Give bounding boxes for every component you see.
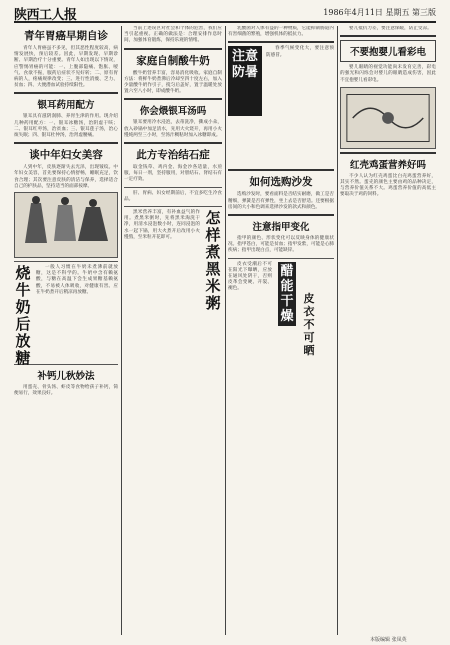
article-body: 一般人习惯在牛奶未煮沸前就放糖，这是不科学的。牛奶中含有赖氨酸，与糖在高温下会生成果糖基赖氨酸，不易被人体吸收，对健康有害。应在牛奶煮开后稍凉再放糖。	[36, 265, 118, 295]
article-body: 银耳要用冷水浸泡，去蒂洗净，撕成小朵，放入砂锅中加足清水，先用大火烧开，再用小火慢炖两至三小时，至汤汁稠粘时加入冰糖即成。	[124, 120, 222, 138]
divider	[124, 142, 222, 144]
article-title: 此方专治结石症	[136, 149, 210, 162]
column-3	[228, 26, 334, 635]
divider	[124, 206, 222, 207]
divider	[340, 152, 436, 154]
article-title: 不要抱婴儿看彩电	[349, 47, 426, 59]
article-body: 指甲的颜色、形状变化可以反映身体的健康状况。指甲苍白，可能是贫血；指甲发紫，可能是心肺疾病；指甲出现白点，可能缺锌。	[228, 236, 334, 254]
article-title: 注意防暑	[231, 49, 258, 81]
article-title: 怎样煮黑米粥	[205, 209, 221, 313]
article-subtitle: 皮衣不可晒	[303, 291, 315, 357]
divider	[14, 261, 118, 262]
column-rule	[121, 26, 122, 635]
black-rice-article	[124, 210, 222, 360]
dateline: 1986年4月11日 星期五 第三版	[323, 8, 436, 17]
article-body: 当前上述误区对社会和个体的危害，我们应当引起重视。正确的做法是：合理安排作息时间，加强体育锻炼，保持乐观的情绪。	[124, 26, 222, 44]
divider	[124, 98, 222, 100]
divider	[124, 187, 222, 188]
dress-figures-icon	[15, 193, 117, 257]
masthead	[14, 4, 436, 23]
article-body: 银耳具有滋阴润肺、养胃生津的作用。现介绍几种药用配方：一、银耳冰糖汤，治阴虚干咳；二、银耳红枣汤，治贫血；三、银耳莲子汤，治心烦失眠；四、银耳杜仲汤，治肾虚腰痛。	[14, 114, 118, 139]
column-rule	[337, 26, 338, 635]
divider	[228, 214, 334, 216]
masthead-rule	[14, 21, 436, 23]
article-title: 青年胃癌早期自诊	[24, 30, 108, 42]
article-title: 注意指甲变化	[252, 222, 310, 234]
leather-article	[228, 262, 334, 432]
article-body: 皮衣受潮后不可在阳光下曝晒，应放在通风处阴干，否则皮革会变硬、开裂、褪色。	[228, 261, 272, 292]
article-body: 用蛋壳、骨头汤、虾皮等食物给孩子补钙，简便易行，效果良好。	[14, 385, 118, 397]
divider	[124, 48, 222, 50]
article-title: 醋能干燥	[278, 262, 296, 326]
article-title: 补钙儿秋妙法	[37, 371, 95, 383]
article-title: 你会煨银耳汤吗	[139, 106, 207, 118]
article-body: 婴儿抵抗力差，要注意保暖，防止受凉。	[349, 26, 432, 31]
tv-article	[228, 46, 334, 166]
article-title: 红壳鸡蛋营养好吗	[349, 159, 426, 171]
article-body: 取金钱草、鸡内金、海金沙各适量，水煎服，每日一剂，坚持服用，对胆结石、肾结石有一定疗效。	[124, 165, 222, 183]
divider	[228, 258, 334, 259]
article-body: 酸牛奶营养丰富，容易消化吸收。家庭自制方法：将鲜牛奶煮沸后冷却至四十度左右，加入少量酸牛奶作引子，搅匀后盖好，置于温暖处放置六至八小时，即成酸牛奶。	[124, 70, 222, 95]
divider	[340, 35, 436, 37]
article-title: 银耳药用配方	[37, 100, 95, 112]
headline-box	[340, 40, 436, 62]
article-body: 选购沙发时，要看面料是否结实耐磨，做工是否精细，弹簧是否有弹性，坐上去是否舒适。还要根据房间的大小和色调来选择沙发的款式和颜色。	[228, 192, 334, 210]
divider	[14, 142, 118, 144]
column-2	[124, 26, 222, 635]
divider	[228, 169, 334, 171]
article-body: 乳酸菌对人体有益的一种物质，它能抑制肠道内有害细菌的繁殖，增强机体的抵抗力。	[228, 26, 334, 38]
article-body: 青年人胃癌虽不多见，但其恶性程度较高，病情发展快，预后较差。因此，早期发现、早期诊断、早期治疗十分重要。青年人如出现以下情况，应警惕胃癌的可能：一、上腹部隐痛、饱胀、嗳气、食欲不振，服药后症状不见好转；二、原有胃病的人，疼痛规律改变；三、进行性消瘦、乏力、贫血；四、大便潜血试验持续阳性。	[14, 46, 118, 89]
divider	[14, 92, 118, 94]
editor-credit: 本版编辑 张凤英	[370, 637, 407, 643]
article-title: 烧牛奶后放糖	[15, 264, 31, 368]
pattern-icon	[341, 88, 435, 148]
milk-article	[14, 264, 118, 368]
article-body: 肝、胃病、妇女经期前后，不宜多吃生冷食品。	[124, 190, 222, 202]
article-body: 春季气候变化大，要注意预防感冒。	[266, 46, 334, 58]
column-1	[14, 26, 118, 635]
article-title: 家庭自制酸牛奶	[136, 54, 210, 67]
article-body: 婴儿眼睛的视觉功能尚未发育完善，彩电的强光和闪烁会对婴儿的眼睛造成伤害，因此不宜抱婴儿看彩电。	[340, 65, 436, 83]
article-title: 谈中年妇女美容	[29, 149, 103, 162]
embroidery-illustration	[340, 87, 436, 149]
column-4	[340, 26, 436, 635]
divider	[228, 41, 334, 43]
article-body: 黑米营养丰富，有补血益气的作用。煮黑米粥时，先将黑米淘洗干净，用清水浸泡数小时，连同浸泡的水一起下锅，用大火煮开后改用小火慢熬，至米粒开花即可。	[124, 210, 200, 240]
newspaper-logo: 陕西工人报	[14, 8, 77, 23]
article-title: 如何选购沙发	[249, 176, 313, 189]
article-body: 不少人认为红壳鸡蛋比白壳鸡蛋营养好，其实不然。蛋壳的颜色主要由鸡的品种决定，与营养价值关系不大。鸡蛋营养价值的高低主要取决于鸡的饲料。	[340, 173, 436, 198]
clothing-illustration	[14, 192, 118, 258]
article-body: 人到中年，皮肤逐渐失去光泽，出现皱纹。中年妇女美容，首先要保持心情舒畅，睡眠充足，饮食合理；其次要注意皮肤的清洁与保养，选择适合自己的护肤品，坚持适当的面部按摩。	[14, 165, 118, 189]
column-rule	[225, 26, 226, 635]
article-title-block	[228, 46, 262, 116]
